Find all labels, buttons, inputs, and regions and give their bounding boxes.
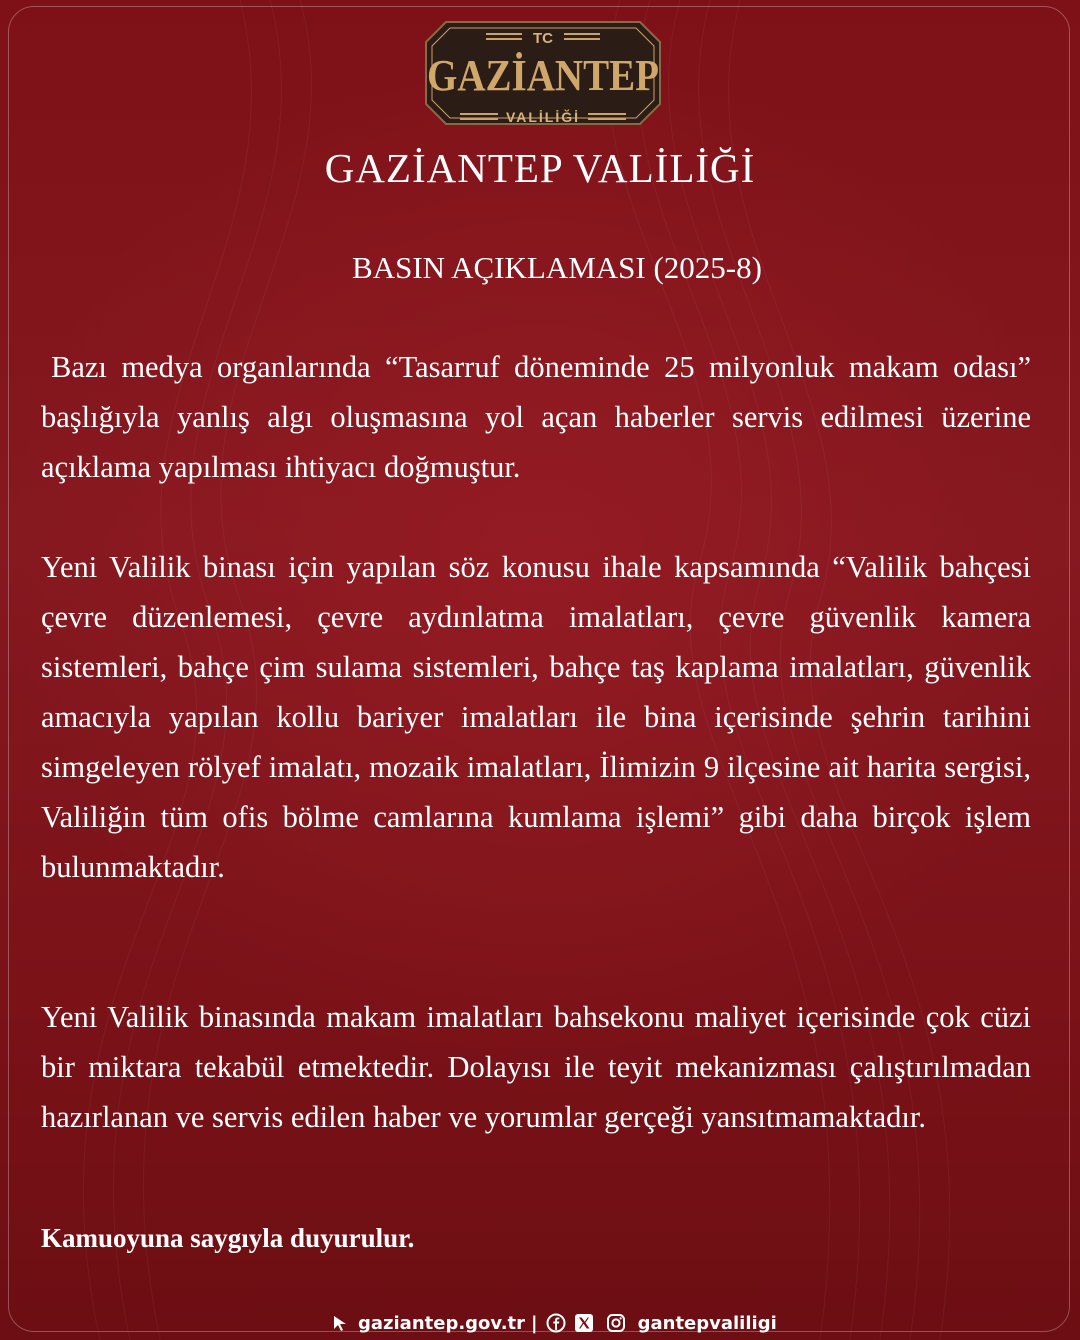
gaziantep-valiligi-logo	[416, 12, 670, 134]
closing-statement: Kamuoyuna saygıyla duyurulur.	[41, 1223, 415, 1253]
website-link[interactable]: gaziantep.gov.tr	[358, 1312, 526, 1334]
cursor-icon	[330, 1313, 350, 1333]
paragraph-3: Yeni Valilik binasında makam imalatları bahsekonu maliyet içerisinde çok cüzi bir miktara tekabül etmektedir. Dolayısı ile teyit mekanizması çalıştırılmadan hazırlanan ve servis edilen haber ve yorumlar gerçeği yansıtmamaktadır.	[41, 1000, 1031, 1134]
paragraph-2: Yeni Valilik binası için yapılan söz konusu ihale kapsamında “Valilik bahçesi çevre düzenlemesi, çevre aydınlatma imalatları, çevre güvenlik kamera sistemleri, bahçe çim sulama sistemleri, bahçe taş kaplama imalatları, güvenlik amacıyla yapılan kollu bariyer imalatları ile bina içerisinde şehrin tarihini simgeleyen rölyef imalatı, mozaik imalatları, İlimizin 9 ilçesine ait harita sergisi, Valiliğin tüm ofis bölme camlarına kumlama işlemi” gibi daha birçok işlem bulunmaktadır.	[41, 550, 1031, 884]
social-handle[interactable]: gantepvaliligi	[637, 1312, 777, 1334]
press-release-subtitle: BASIN AÇIKLAMASI (2025-8)	[352, 250, 762, 285]
footer	[330, 1306, 777, 1340]
paragraph-1: Bazı medya organlarında “Tasarruf döneminde 25 milyonluk makam odası” başlığıyla yanlış algı oluşmasına yol açan haberler servis edilmesi üzerine açıklama yapılması ihtiyacı doğmuştur.	[41, 350, 1031, 484]
svg-text:GAZİANTEP: GAZİANTEP	[427, 51, 659, 100]
facebook-icon[interactable]	[546, 1313, 566, 1333]
footer-separator: |	[531, 1312, 538, 1334]
svg-text:TC: TC	[533, 30, 553, 47]
svg-text:VALİLİĞİ: VALİLİĞİ	[505, 109, 581, 125]
x-icon[interactable]	[574, 1313, 594, 1333]
page-title: GAZİANTEP VALİLİĞİ	[324, 145, 756, 191]
instagram-icon[interactable]	[606, 1313, 626, 1333]
